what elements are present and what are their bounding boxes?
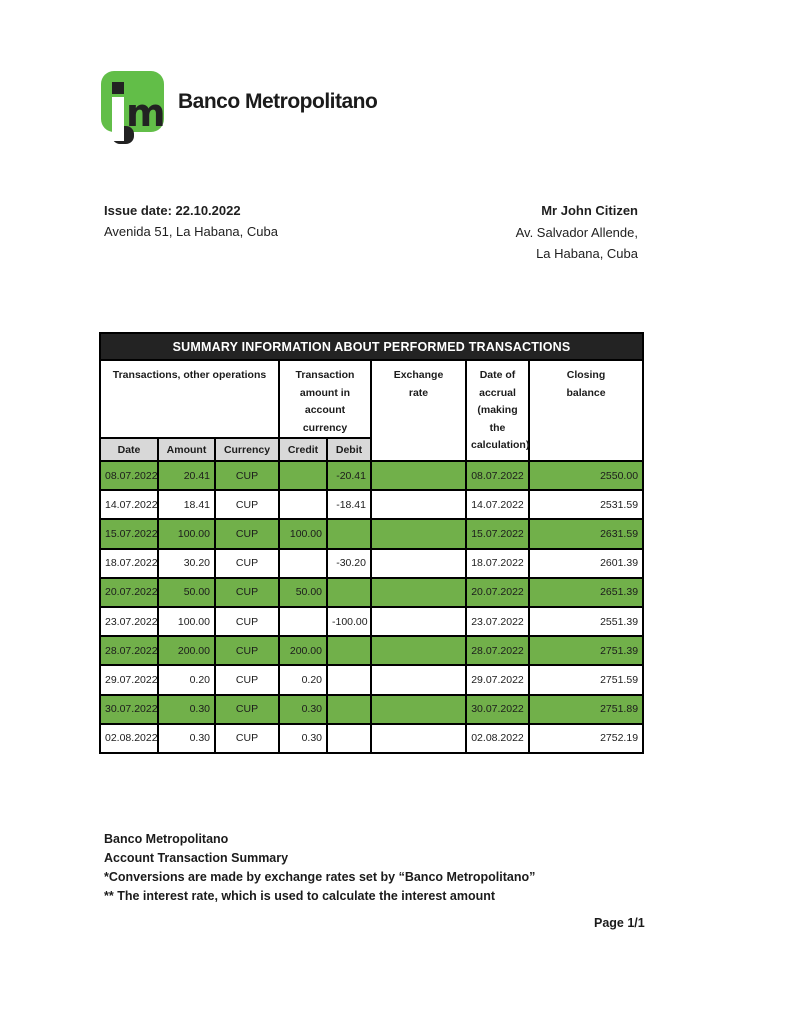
header-exchange-rate-label: Exchange rate: [393, 369, 444, 399]
cell-date: 20.07.2022: [100, 578, 158, 607]
cell-closing_balance: 2751.39: [529, 636, 643, 665]
cell-debit: -30.20: [327, 549, 371, 578]
cell-closing_balance: 2751.59: [529, 665, 643, 694]
cell-currency: CUP: [215, 490, 279, 519]
customer-address-line1: Av. Salvador Allende,: [515, 224, 638, 240]
table-row: [100, 636, 643, 665]
cell-amount: 50.00: [158, 578, 215, 607]
cell-credit: 50.00: [279, 578, 327, 607]
page-number: Page 1/1: [594, 916, 645, 930]
table-row: [100, 461, 643, 490]
cell-debit: [327, 665, 371, 694]
cell-debit: [327, 695, 371, 724]
table-row: [100, 724, 643, 753]
cell-amount: 0.30: [158, 724, 215, 753]
cell-date: 29.07.2022: [100, 665, 158, 694]
cell-currency: CUP: [215, 665, 279, 694]
cell-currency: CUP: [215, 461, 279, 490]
customer-name: Mr John Citizen: [541, 203, 638, 218]
subheader-debit: Debit: [327, 438, 371, 461]
cell-closing_balance: 2631.59: [529, 519, 643, 548]
brand-header: [100, 70, 377, 153]
cell-exchange_rate: [371, 607, 466, 636]
footer-line: Banco Metropolitano: [104, 832, 229, 846]
table-title-row: [100, 333, 643, 360]
cell-date: 14.07.2022: [100, 490, 158, 519]
cell-exchange_rate: [371, 724, 466, 753]
cell-debit: -100.00: [327, 607, 371, 636]
header-accrual-date: [466, 360, 529, 461]
banco-metropolitano-logo-icon: [100, 70, 166, 153]
cell-debit: [327, 519, 371, 548]
cell-closing_balance: 2550.00: [529, 461, 643, 490]
subheader-amount: Amount: [158, 438, 215, 461]
cell-credit: [279, 607, 327, 636]
cell-date: 08.07.2022: [100, 461, 158, 490]
cell-accrual_date: 18.07.2022: [466, 549, 529, 578]
cell-closing_balance: 2751.89: [529, 695, 643, 724]
cell-exchange_rate: [371, 636, 466, 665]
cell-closing_balance: 2551.39: [529, 607, 643, 636]
subheader-credit: Credit: [279, 438, 327, 461]
table-row: [100, 549, 643, 578]
cell-amount: 100.00: [158, 607, 215, 636]
cell-accrual_date: 15.07.2022: [466, 519, 529, 548]
cell-date: 30.07.2022: [100, 695, 158, 724]
cell-closing_balance: 2601.39: [529, 549, 643, 578]
cell-amount: 100.00: [158, 519, 215, 548]
cell-debit: -20.41: [327, 461, 371, 490]
cell-credit: 0.20: [279, 665, 327, 694]
cell-date: 23.07.2022: [100, 607, 158, 636]
issue-block: [104, 200, 278, 242]
footer-notes: [104, 830, 535, 906]
cell-credit: 0.30: [279, 695, 327, 724]
cell-accrual_date: 02.08.2022: [466, 724, 529, 753]
brand-name: Banco Metropolitano: [178, 90, 378, 113]
header-amount-account-currency: [279, 360, 371, 438]
cell-accrual_date: 14.07.2022: [466, 490, 529, 519]
header-transactions: [100, 360, 279, 438]
transactions-body: [100, 461, 643, 753]
cell-currency: CUP: [215, 724, 279, 753]
subheader-date: Date: [100, 438, 158, 461]
cell-exchange_rate: [371, 461, 466, 490]
svg-text:m: m: [126, 91, 166, 135]
cell-amount: 0.30: [158, 695, 215, 724]
table-title: SUMMARY INFORMATION ABOUT PERFORMED TRANSACTIONS: [100, 333, 643, 360]
header-closing-balance: [529, 360, 643, 461]
footer-line: Account Transaction Summary: [104, 851, 289, 865]
cell-currency: CUP: [215, 519, 279, 548]
cell-closing_balance: 2752.19: [529, 724, 643, 753]
cell-amount: 20.41: [158, 461, 215, 490]
cell-amount: 0.20: [158, 665, 215, 694]
cell-exchange_rate: [371, 549, 466, 578]
cell-currency: CUP: [215, 695, 279, 724]
issue-date: Issue date: 22.10.2022: [104, 203, 241, 218]
customer-block: [516, 200, 638, 265]
table-row: [100, 665, 643, 694]
header-accrual-date-label: Date of accrual (making the calculation): [471, 369, 530, 451]
cell-closing_balance: 2531.59: [529, 490, 643, 519]
issuer-address: Avenida 51, La Habana, Cuba: [104, 224, 278, 239]
table-row: [100, 519, 643, 548]
cell-currency: CUP: [215, 607, 279, 636]
table-row: [100, 578, 643, 607]
cell-date: 28.07.2022: [100, 636, 158, 665]
cell-date: 15.07.2022: [100, 519, 158, 548]
transactions-table: [99, 332, 644, 754]
cell-accrual_date: 23.07.2022: [466, 607, 529, 636]
cell-exchange_rate: [371, 665, 466, 694]
cell-credit: 200.00: [279, 636, 327, 665]
cell-credit: 100.00: [279, 519, 327, 548]
subheader-currency: Currency: [215, 438, 279, 461]
cell-debit: [327, 636, 371, 665]
cell-amount: 30.20: [158, 549, 215, 578]
cell-credit: [279, 461, 327, 490]
header-exchange-rate: [371, 360, 466, 461]
table-row: [100, 607, 643, 636]
header-transactions-label: Transactions, other operations: [112, 369, 267, 381]
cell-exchange_rate: [371, 490, 466, 519]
header-amount-account-currency-label: Transaction amount in account currency: [295, 369, 355, 434]
cell-currency: CUP: [215, 636, 279, 665]
table-row: [100, 490, 643, 519]
footer-line: *Conversions are made by exchange rates set by “Banco Metropolitano”: [104, 870, 536, 884]
cell-accrual_date: 28.07.2022: [466, 636, 529, 665]
cell-credit: [279, 549, 327, 578]
cell-amount: 18.41: [158, 490, 215, 519]
cell-exchange_rate: [371, 578, 466, 607]
cell-exchange_rate: [371, 695, 466, 724]
cell-accrual_date: 08.07.2022: [466, 461, 529, 490]
cell-amount: 200.00: [158, 636, 215, 665]
cell-credit: [279, 490, 327, 519]
cell-debit: [327, 724, 371, 753]
cell-debit: [327, 578, 371, 607]
cell-accrual_date: 29.07.2022: [466, 665, 529, 694]
footer-line: ** The interest rate, which is used to calculate the interest amount: [104, 889, 496, 903]
cell-debit: -18.41: [327, 490, 371, 519]
cell-currency: CUP: [215, 549, 279, 578]
cell-closing_balance: 2651.39: [529, 578, 643, 607]
cell-exchange_rate: [371, 519, 466, 548]
table-group-header-row: [100, 360, 643, 438]
header-closing-balance-label: Closing balance: [566, 369, 606, 399]
cell-date: 02.08.2022: [100, 724, 158, 753]
cell-currency: CUP: [215, 578, 279, 607]
customer-address-line2: La Habana, Cuba: [536, 246, 638, 261]
cell-accrual_date: 20.07.2022: [466, 578, 529, 607]
table-row: [100, 695, 643, 724]
cell-date: 18.07.2022: [100, 549, 158, 578]
cell-accrual_date: 30.07.2022: [466, 695, 529, 724]
cell-credit: 0.30: [279, 724, 327, 753]
